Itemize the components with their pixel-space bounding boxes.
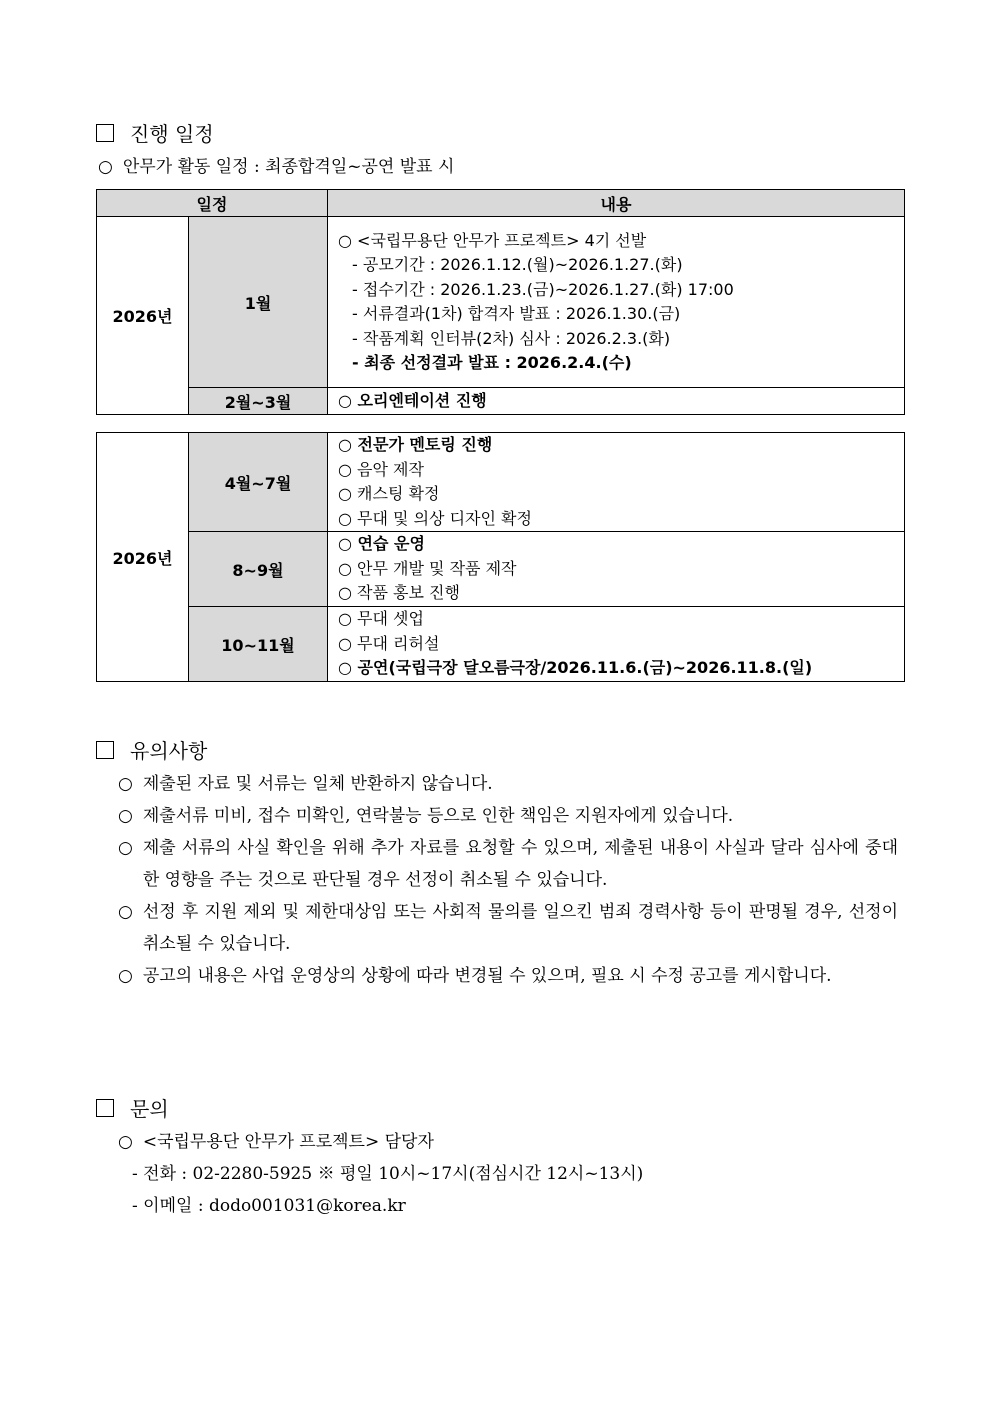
month-cell: 2월~3월 (189, 388, 328, 415)
contact-email: - 이메일 : dodo001031@korea.kr (132, 1196, 406, 1216)
table-row (97, 217, 905, 388)
content-line: - 작품계획 인터뷰(2차) 심사 : 2026.2.3.(화) (352, 328, 671, 348)
content-line: ○ 안무 개발 및 작품 제작 (338, 558, 517, 578)
table-row (97, 532, 905, 607)
content-line: ○ <국립무용단 안무가 프로젝트> 4기 선발 (338, 230, 647, 250)
content-line: ○ 무대 셋업 (338, 609, 424, 629)
content-line: ○ 오리엔테이션 진행 (338, 390, 487, 410)
month-cell: 8~9월 (189, 532, 328, 607)
schedule-table-2 (96, 432, 905, 682)
schedule-heading-text: 진행 일정 (130, 122, 214, 146)
header-schedule: 일정 (97, 190, 328, 217)
content-line: ○ 음악 제작 (338, 459, 424, 479)
table-row (97, 433, 905, 532)
circle-bullet-icon: ○ (118, 838, 133, 858)
content-line: - 공모기간 : 2026.1.12.(월)~2026.1.27.(화) (352, 255, 683, 274)
table-row (97, 388, 905, 415)
contact-section-heading (96, 1093, 169, 1122)
contact-heading-text: 문의 (130, 1097, 169, 1121)
notice-section-heading (96, 735, 207, 764)
circle-bullet-icon: ○ (118, 966, 133, 986)
content-cell (328, 433, 905, 532)
year-cell: 2026년 (97, 433, 189, 682)
content-cell (328, 217, 905, 388)
schedule-subtitle (98, 152, 454, 177)
month-cell: 4월~7월 (189, 433, 328, 532)
circle-bullet-icon: ○ (118, 774, 133, 794)
circle-bullet-icon: ○ (118, 1132, 133, 1152)
content-line: ○ 무대 및 의상 디자인 확정 (338, 508, 532, 528)
content-line: ○ 전문가 멘토링 진행 (338, 435, 493, 454)
circle-bullet-icon: ○ (118, 806, 133, 826)
list-item (118, 768, 898, 800)
content-line: ○ 공연(국립극장 달오름극장/2026.11.6.(금)~2026.11.8.(일) (338, 658, 813, 678)
list-item (118, 960, 898, 992)
schedule-section-heading (96, 118, 214, 147)
header-content: 내용 (328, 190, 905, 217)
month-cell: 1월 (189, 217, 328, 388)
month-cell: 10~11월 (189, 607, 328, 682)
checkbox-square-icon (96, 124, 114, 142)
notice-text: 제출 서류의 사실 확인을 위해 추가 자료를 요청할 수 있으며, 제출된 내용이 사실과 달라 심사에 중대한 영향을 주는 것으로 판단될 경우 선정이 취소될 수 있습니다. (142, 838, 898, 890)
table-row (97, 607, 905, 682)
circle-bullet-icon: ○ (98, 157, 113, 177)
content-cell (328, 388, 905, 415)
content-cell (328, 607, 905, 682)
notice-text: 제출된 자료 및 서류는 일체 반환하지 않습니다. (142, 774, 493, 794)
schedule-table-1 (96, 189, 905, 415)
notice-text: 공고의 내용은 사업 운영상의 상황에 따라 변경될 수 있으며, 필요 시 수정 공고를 게시합니다. (142, 966, 832, 986)
content-line: - 접수기간 : 2026.1.23.(금)~2026.1.27.(화) 17:00 (352, 279, 734, 299)
year-cell: 2026년 (97, 217, 189, 415)
contact-person-text: <국립무용단 안무가 프로젝트> 담당자 (142, 1132, 434, 1152)
content-line: ○ 캐스팅 확정 (338, 484, 440, 503)
content-line: ○ 연습 운영 (338, 534, 425, 554)
content-line: - 서류결과(1차) 합격자 발표 : 2026.1.30.(금) (352, 304, 681, 323)
schedule-table-header (97, 190, 905, 217)
list-item (118, 800, 898, 832)
notice-text: 선정 후 지원 제외 및 제한대상임 또는 사회적 물의를 일으킨 범죄 경력사항 등이 판명될 경우, 선정이 취소될 수 있습니다. (142, 902, 898, 954)
list-item (118, 896, 898, 960)
schedule-subtitle-text: 안무가 활동 일정 : 최종합격일~공연 발표 시 (122, 157, 455, 177)
checkbox-square-icon (96, 741, 114, 759)
contact-phone: - 전화 : 02-2280-5925 ※ 평일 10시~17시(점심시간 12시~13시) (132, 1164, 644, 1184)
content-line: ○ 무대 리허설 (338, 633, 440, 653)
content-line: - 최종 선정결과 발표 : 2026.2.4.(수) (352, 353, 632, 372)
checkbox-square-icon (96, 1099, 114, 1117)
content-cell (328, 532, 905, 607)
content-line: ○ 작품 홍보 진행 (338, 583, 460, 603)
notice-heading-text: 유의사항 (130, 739, 208, 763)
contact-block (118, 1126, 643, 1222)
contact-person (118, 1126, 643, 1158)
notice-text: 제출서류 미비, 접수 미확인, 연락불능 등으로 인한 책임은 지원자에게 있습니다. (142, 806, 734, 826)
notice-list (118, 768, 898, 992)
list-item (118, 832, 898, 896)
circle-bullet-icon: ○ (118, 902, 133, 922)
